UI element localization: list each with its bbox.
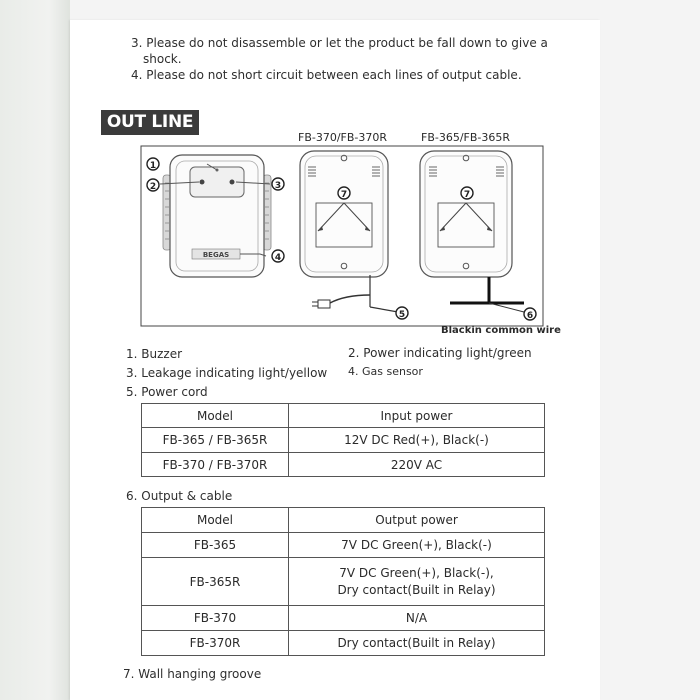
callout-4-marker xyxy=(272,250,284,263)
callout-5-marker xyxy=(396,307,408,320)
callout-5: 5 xyxy=(398,310,406,320)
note-3-line2: shock. xyxy=(143,52,182,66)
input-power-table xyxy=(141,403,545,477)
cell-input-power: 12V DC Red(+), Black(-) xyxy=(289,428,545,453)
device-front-view xyxy=(160,155,271,277)
cell-model: FB-370 / FB-370R xyxy=(142,453,289,477)
callout-7b-marker xyxy=(461,187,473,200)
part-3-leakage-light: 3. Leakage indicating light/yellow xyxy=(126,366,328,380)
cell-model: FB-370 xyxy=(142,606,289,631)
model-label-fb370: FB-370/FB-370R xyxy=(298,131,388,144)
cell-output-power: 7V DC Green(+), Black(-) xyxy=(289,533,545,558)
callout-4: 4 xyxy=(274,253,282,263)
cell-output-power xyxy=(289,558,545,606)
table-row xyxy=(142,606,545,631)
cell-output-power: Dry contact(Built in Relay) xyxy=(289,631,545,656)
callout-2: 2 xyxy=(149,182,157,192)
cell-model: FB-365 / FB-365R xyxy=(142,428,289,453)
part-7-wall-groove: 7. Wall hanging groove xyxy=(123,667,262,681)
cell-model: FB-365R xyxy=(142,558,289,606)
callout-1: 1 xyxy=(149,161,157,171)
callout-7b: 7 xyxy=(463,190,471,200)
cell-input-power: 220V AC xyxy=(289,453,545,477)
model-label-fb365: FB-365/FB-365R xyxy=(421,131,511,144)
note-4: 4. Please do not short circuit between each lines of output cable. xyxy=(131,68,522,82)
table-header-row xyxy=(142,508,545,533)
table-header-row xyxy=(142,404,545,428)
part-1-buzzer: 1. Buzzer xyxy=(126,347,183,361)
callout-6-marker xyxy=(524,308,536,321)
background-edge xyxy=(0,0,70,700)
cell-model: FB-365 xyxy=(142,533,289,558)
header-input-power: Input power xyxy=(289,404,545,428)
callout-6: 6 xyxy=(526,311,534,321)
header-output-power: Output power xyxy=(289,508,545,533)
cell-output-line2: Dry contact(Built in Relay) xyxy=(337,583,496,597)
callout-7a-marker xyxy=(338,187,350,200)
table-row xyxy=(142,533,545,558)
note-3-line1: 3. Please do not disassemble or let the product be fall down to give a xyxy=(131,36,548,50)
cell-model: FB-370R xyxy=(142,631,289,656)
outline-diagram xyxy=(140,145,545,330)
part-4-gas-sensor: 4. Gas sensor xyxy=(348,365,423,378)
device-back-view-fb365 xyxy=(420,151,524,312)
table-row xyxy=(142,428,545,453)
part-6-output-cable: 6. Output & cable xyxy=(126,489,233,503)
table-row xyxy=(142,631,545,656)
callout-3-marker xyxy=(272,178,284,191)
callout-1-marker xyxy=(147,158,159,171)
cell-output-power: N/A xyxy=(289,606,545,631)
callout-3: 3 xyxy=(274,181,282,191)
device-back-view-fb370 xyxy=(300,151,398,312)
callout-7a: 7 xyxy=(340,190,348,200)
device-logo: BEGAS xyxy=(202,251,230,259)
part-2-power-light: 2. Power indicating light/green xyxy=(348,346,532,360)
output-power-table xyxy=(141,507,545,656)
part-5-power-cord: 5. Power cord xyxy=(126,385,208,399)
callout-2-marker xyxy=(147,179,159,192)
header-model: Model xyxy=(142,404,289,428)
blackin-wire-note: Blackin common wire xyxy=(441,325,561,336)
section-title-outline: OUT LINE xyxy=(101,110,199,135)
header-model: Model xyxy=(142,508,289,533)
table-row xyxy=(142,453,545,477)
table-row xyxy=(142,558,545,606)
cell-output-line1: 7V DC Green(+), Black(-), xyxy=(339,566,494,580)
